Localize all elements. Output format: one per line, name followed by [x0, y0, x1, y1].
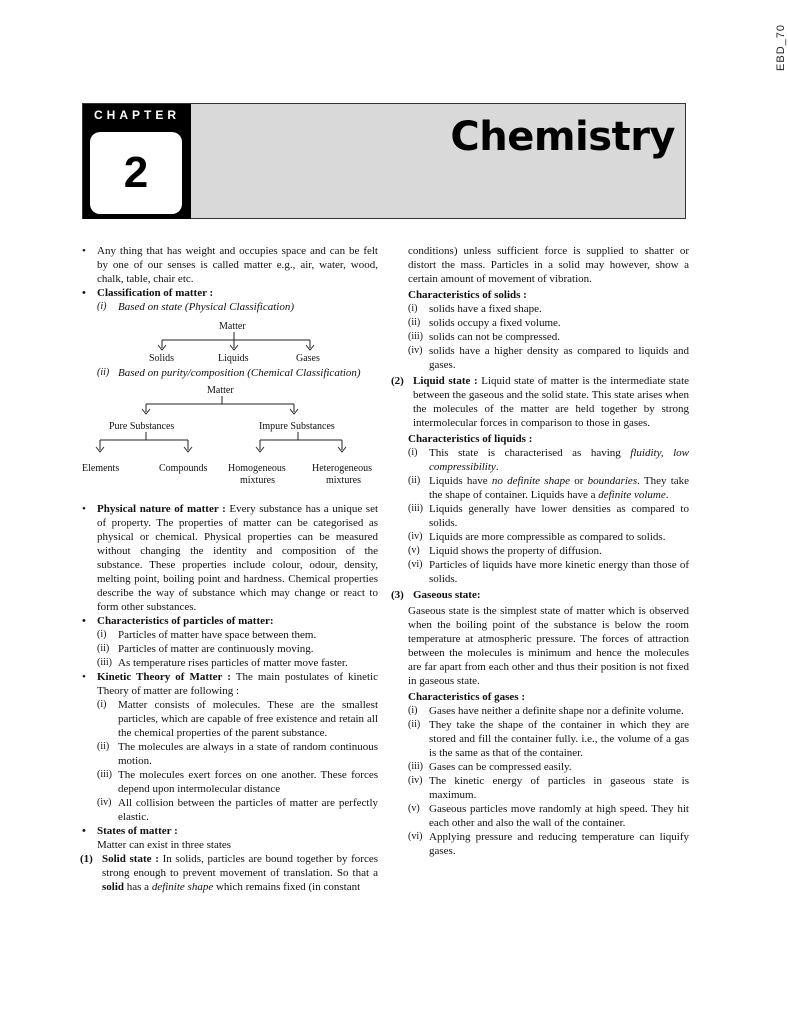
liquid-text: Liquid state of matter is the intermediate state between the gaseous and the solid state. This state arises when the molecules of the matter are held together by strong intermolecular forces in comparison to those in gases.	[413, 375, 690, 429]
solids-heading: Characteristics of solids :	[408, 289, 527, 301]
item-text: . They take the shape of container. Liquids have a	[429, 475, 690, 501]
tree-node-matter: Matter	[207, 385, 234, 396]
item-text: or	[574, 475, 584, 487]
item-number: (iv)	[97, 797, 112, 808]
list-item	[97, 642, 378, 656]
classification-physical	[97, 300, 378, 314]
tree-node-pure-substances: Pure Substances	[109, 421, 175, 432]
kinetic-heading: Kinetic Theory of Matter :	[97, 671, 231, 683]
item-italic: boundaries	[587, 475, 638, 487]
particles-list	[80, 628, 378, 670]
liquid-char-item: (ii) Liquids have no definite shape or boundaries. They take the shape of container. Liquids have a definite volume.	[408, 475, 690, 501]
tree-node-homogeneous: Homogeneous	[228, 463, 286, 474]
tree-node-gases: Gases	[296, 353, 320, 364]
item-number: (i)	[97, 629, 107, 640]
item-number: (i)	[408, 447, 418, 458]
tree-node-matter: Matter	[219, 321, 246, 332]
item-text: Particles of liquids have more kinetic energy than those of solids.	[429, 559, 689, 585]
tree-node-solids: Solids	[149, 353, 175, 364]
item-number: (1)	[80, 853, 93, 865]
list-item	[408, 760, 689, 774]
list-item	[408, 316, 689, 330]
left-column	[80, 244, 378, 894]
item-number: (iii)	[408, 503, 423, 514]
item-number: (ii)	[408, 317, 421, 328]
tree-node-liquids: Liquids	[218, 353, 249, 364]
item-number: (2)	[391, 375, 404, 387]
gases-heading: Characteristics of gases :	[408, 691, 525, 703]
solid-text-3: which remains fixed (in constant	[215, 881, 361, 893]
solid-heading: Solid state :	[102, 853, 159, 865]
tree-node-heterogeneous: Heterogeneous	[312, 463, 372, 474]
list-item	[408, 774, 689, 802]
kinetic-list	[80, 698, 378, 824]
gases-list	[391, 704, 689, 858]
list-item	[408, 530, 689, 544]
list-item	[97, 656, 378, 670]
item-text: This state is characterised as having	[429, 447, 621, 459]
item-italic: no definite shape	[491, 475, 570, 487]
item-text: The molecules exert forces on one another. These forces depend upon intermolecular distance	[118, 769, 378, 795]
chapter-badge	[83, 104, 191, 219]
item-number: (i)	[408, 303, 418, 314]
item-number: (v)	[408, 803, 420, 814]
item-text: Liquids have	[429, 475, 488, 487]
chemical-classification-tree	[80, 380, 378, 502]
liquids-heading: Characteristics of liquids :	[408, 433, 533, 445]
right-column	[391, 244, 689, 858]
tree-node-homogeneous-2: mixtures	[240, 475, 275, 486]
item-text: solids occupy a fixed volume.	[429, 317, 561, 329]
item-text: Applying pressure and reducing temperature can liquify gases.	[429, 831, 689, 857]
chapter-number: 2	[90, 132, 182, 214]
classification-chemical	[97, 366, 378, 380]
item-text: Gases have neither a definite shape nor a definite volume.	[429, 705, 684, 717]
kinetic-text: The main postulates of kinetic Theory of matter are following :	[97, 671, 378, 697]
item-text: Liquid shows the property of diffusion.	[429, 545, 602, 557]
physical-classification-tree	[80, 314, 378, 366]
list-item	[408, 704, 689, 718]
liquid-heading: Liquid state :	[413, 375, 478, 387]
item-text: solids have a fixed shape.	[429, 303, 542, 315]
item-number: (vi)	[408, 559, 423, 570]
item-text: The molecules are always in a state of random continuous motion.	[118, 741, 378, 767]
kinetic-theory	[80, 670, 378, 698]
item-italic: definite volume	[598, 489, 666, 501]
liquid-state	[391, 374, 689, 430]
list-item	[408, 330, 689, 344]
list-item	[97, 698, 378, 740]
item-number: (iii)	[408, 331, 423, 342]
chapter-label: CHAPTER	[93, 108, 180, 122]
solid-text-2: has a	[126, 881, 150, 893]
classification-heading: • Classification of matter :	[80, 286, 378, 300]
list-item	[408, 544, 689, 558]
item-text: solids can not be compressed.	[429, 331, 561, 343]
item-number: (iv)	[408, 775, 423, 786]
page-code: EBD_70	[775, 24, 787, 71]
item-text: Particles of matter are continuously moving.	[118, 643, 314, 655]
list-item	[408, 558, 689, 586]
tree-node-compounds: Compounds	[159, 463, 208, 474]
solid-continuation: conditions) unless sufficient force is supplied to shatter or distort the mass. Particles in a solid may however, show a certain amount of movement of vibration.	[408, 245, 689, 285]
list-item	[408, 344, 689, 372]
tree-node-impure-substances: Impure Substances	[259, 421, 335, 432]
item-number: (iv)	[408, 531, 423, 542]
states-text: Matter can exist in three states	[97, 839, 232, 851]
item-number: (iii)	[408, 761, 423, 772]
liquids-list	[391, 502, 689, 586]
gaseous-state-heading	[391, 588, 689, 602]
list-item	[408, 718, 689, 760]
solids-list	[391, 302, 689, 372]
solid-italic: definite shape	[151, 881, 214, 893]
item-number: (i)	[97, 301, 107, 312]
item-number: (ii)	[97, 741, 110, 752]
list-item	[97, 628, 378, 642]
item-number: (iv)	[408, 345, 423, 356]
list-item	[408, 502, 689, 530]
tree-node-heterogeneous-2: mixtures	[326, 475, 361, 486]
item-number: (vi)	[408, 831, 423, 842]
list-item	[408, 802, 689, 830]
item-number: (ii)	[97, 367, 110, 378]
solid-bold: solid	[102, 881, 125, 893]
chapter-header	[82, 103, 686, 219]
list-item	[97, 768, 378, 796]
item-number: (3)	[391, 589, 404, 601]
list-item	[97, 740, 378, 768]
item-text: Particles of matter have space between them.	[118, 629, 317, 641]
particles-heading: • Characteristics of particles of matter:	[80, 614, 378, 628]
item-number: (ii)	[408, 475, 421, 486]
list-item	[408, 830, 689, 858]
item-number: (ii)	[97, 643, 110, 654]
item-text: As temperature rises particles of matter move faster.	[118, 657, 348, 669]
item-text: Gases can be compressed easily.	[429, 761, 572, 773]
item-text: They take the shape of the container in which they are stored and fill the container fully. i.e., the volume of a gas is the same as that of the container.	[429, 719, 689, 759]
item-number: (v)	[408, 545, 420, 556]
liquid-char-item: (i) This state is characterised as having fluidity, low compressibility.	[408, 447, 690, 473]
item-text: Gaseous particles move randomly at high speed. They hit each other and also the wall of the container.	[429, 803, 689, 829]
gas-heading: Gaseous state:	[413, 589, 481, 601]
chapter-title: Chemistry	[450, 114, 675, 160]
physical-nature-heading: Physical nature of matter :	[97, 503, 226, 515]
physical-nature-text: Every substance has a unique set of property. The properties of matter can be categorised as physical or chemical. Physical properties can be measured without changing the identity and composition of the substance. These properties include colour, odour, density, melting point, boiling point and hardness. Chemical properties describe the way of substance which may change or react to form other substances.	[97, 503, 379, 613]
item-text: Matter consists of molecules. These are the smallest particles, which are capable of free existence and retain all the chemical properties of the parent substance.	[118, 699, 378, 739]
solid-text: In solids, particles are bound together by forces strong enough to prevent movement of translation. So that a	[102, 853, 379, 879]
item-number: (i)	[408, 705, 418, 716]
physical-nature	[80, 502, 378, 614]
list-item	[408, 302, 689, 316]
item-number: (iii)	[97, 769, 112, 780]
item-text: Based on purity/composition (Chemical Classification)	[118, 367, 361, 379]
list-item	[97, 796, 378, 824]
item-number: (i)	[97, 699, 107, 710]
matter-definition: • Any thing that has weight and occupies space and can be felt by one of our senses is called matter e.g., air, water, wood, chalk, table, chair etc.	[80, 244, 378, 286]
solid-state	[80, 852, 378, 894]
tree-node-elements: Elements	[82, 463, 120, 474]
item-text: Based on state (Physical Classification)	[118, 301, 294, 313]
item-number: (iii)	[97, 657, 112, 668]
item-text: The kinetic energy of particles in gaseous state is maximum.	[429, 775, 689, 801]
item-text: All collision between the particles of matter are perfectly elastic.	[118, 797, 378, 823]
item-text: Liquids are more compressible as compared to solids.	[429, 531, 666, 543]
item-number: (ii)	[408, 719, 421, 730]
states-heading: • States of matter :	[80, 824, 378, 838]
gaseous-text: Gaseous state is the simplest state of matter which is observed when the boiling point of the substance is below the room temperature at atmospheric pressure. The forces of attraction between the molecules is minimum and hence the molecules are far apart from each other and thus their position is not fixed in gaseous state.	[408, 605, 689, 687]
item-italic: fluidity, low compressibility	[429, 447, 690, 473]
item-text: Liquids generally have lower densities as compared to solids.	[429, 503, 689, 529]
item-text: solids have a higher density as compared to liquids and gases.	[429, 345, 689, 371]
